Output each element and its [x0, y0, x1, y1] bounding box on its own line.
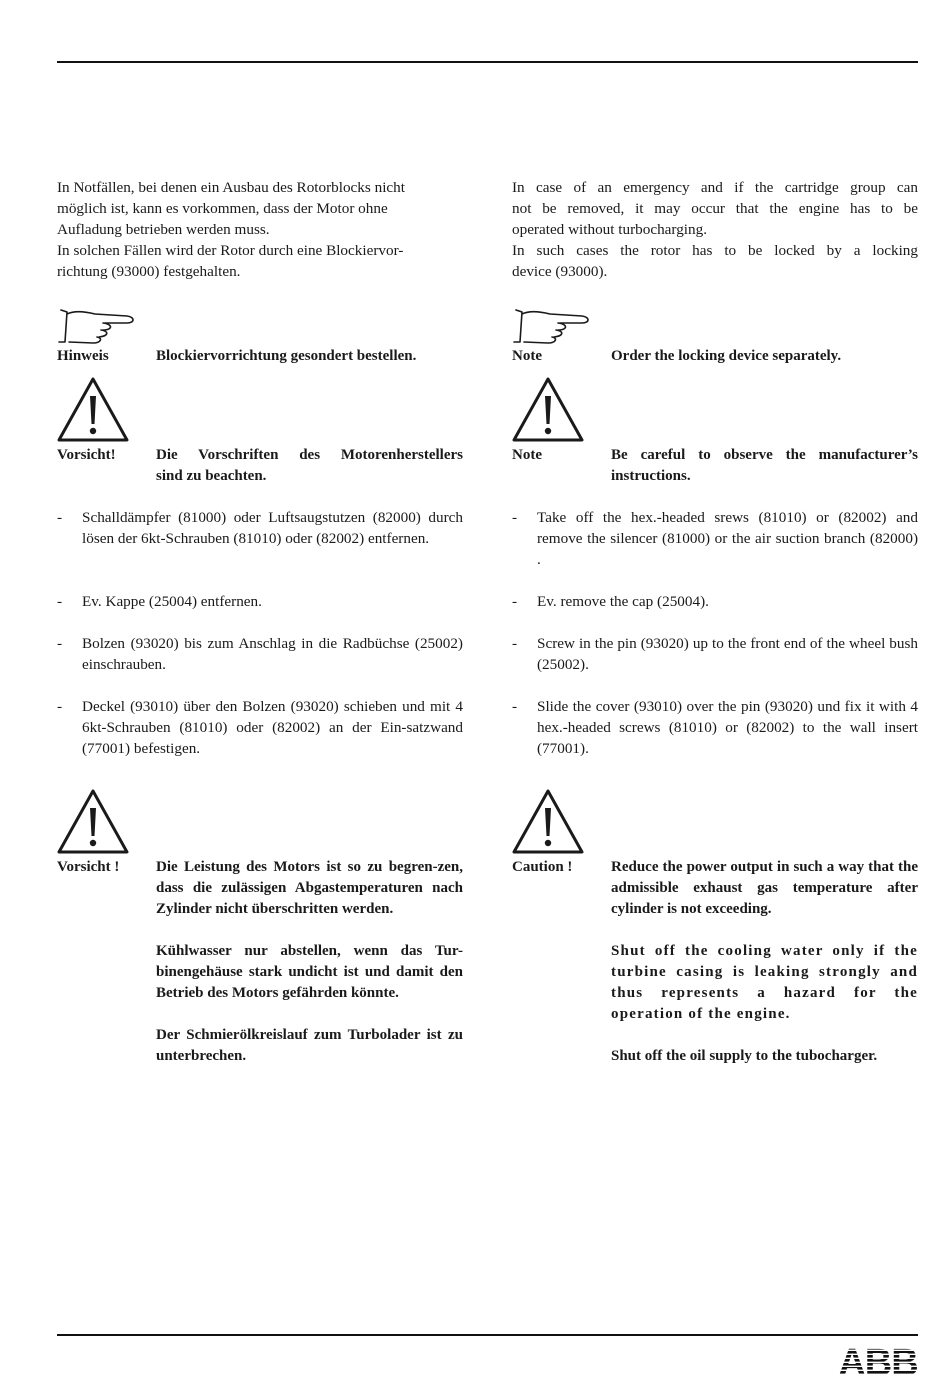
footer-rule: [57, 1334, 918, 1336]
svg-text:ABB: ABB: [838, 1343, 918, 1379]
intro-paragraph: In Notfällen, bei denen ein Ausbau des Rotorblocks nicht möglich ist, kann es vorkommen, dass der Motor ohne Aufladung betrieben werden muss. In solchen Fällen wird der Rotor durch eine Blockiervor- richtung (93000) festgehalten.: [57, 179, 405, 280]
warning-triangle-icon: [57, 788, 129, 854]
note-label: Note: [512, 348, 542, 364]
caution-label: Note: [512, 447, 542, 463]
header-rule: [57, 61, 918, 63]
caution-paragraphs: Reduce the power output in such a way that the admissible exhaust gas temperature after cylinder is not exceeding. Shut off the cooling water only if the turbine casing is leaking strongly and thus represents a hazard for the operation of the engine. Shut off the oil supply to the tubocharger.: [611, 859, 918, 1064]
caution-paragraphs: Die Leistung des Motors ist so zu begren-zen, dass die zulässigen Abgastemperaturen nach Zylinder nicht überschritten werden. Kühlwasser nur abstellen, wenn das Tur-binengehäuse stark undicht ist und damit den Betrieb des Motors gefährden könnte. Der Schmierölkreislauf zum Turbolader ist zu unterbrechen.: [156, 859, 463, 1064]
warning-triangle-icon: [57, 376, 129, 442]
caution-label: Caution !: [512, 859, 573, 875]
caution-label: Vorsicht!: [57, 447, 116, 463]
caution-label: Vorsicht !: [57, 859, 120, 875]
note-text: Order the locking device separately.: [611, 348, 842, 364]
pointing-hand-icon: [512, 306, 592, 346]
note-label: Hinweis: [57, 348, 109, 364]
abb-logo: [838, 1343, 918, 1379]
caution-text: Die Vorschriften des Motorenherstellers sind zu beachten.: [156, 447, 463, 484]
intro-paragraph: In case of an emergency and if the cartridge group can not be removed, it may occur that the engine has to be operated without turbocharging. In such cases the rotor has to be locked by a locking device (93000).: [512, 179, 918, 280]
warning-triangle-icon: [512, 788, 584, 854]
warning-triangle-icon: [512, 376, 584, 442]
pointing-hand-icon: [57, 306, 137, 346]
caution-text: Be careful to observe the manufacturer’s instructions.: [611, 447, 918, 484]
note-text: Blockiervorrichtung gesondert bestellen.: [156, 348, 417, 364]
